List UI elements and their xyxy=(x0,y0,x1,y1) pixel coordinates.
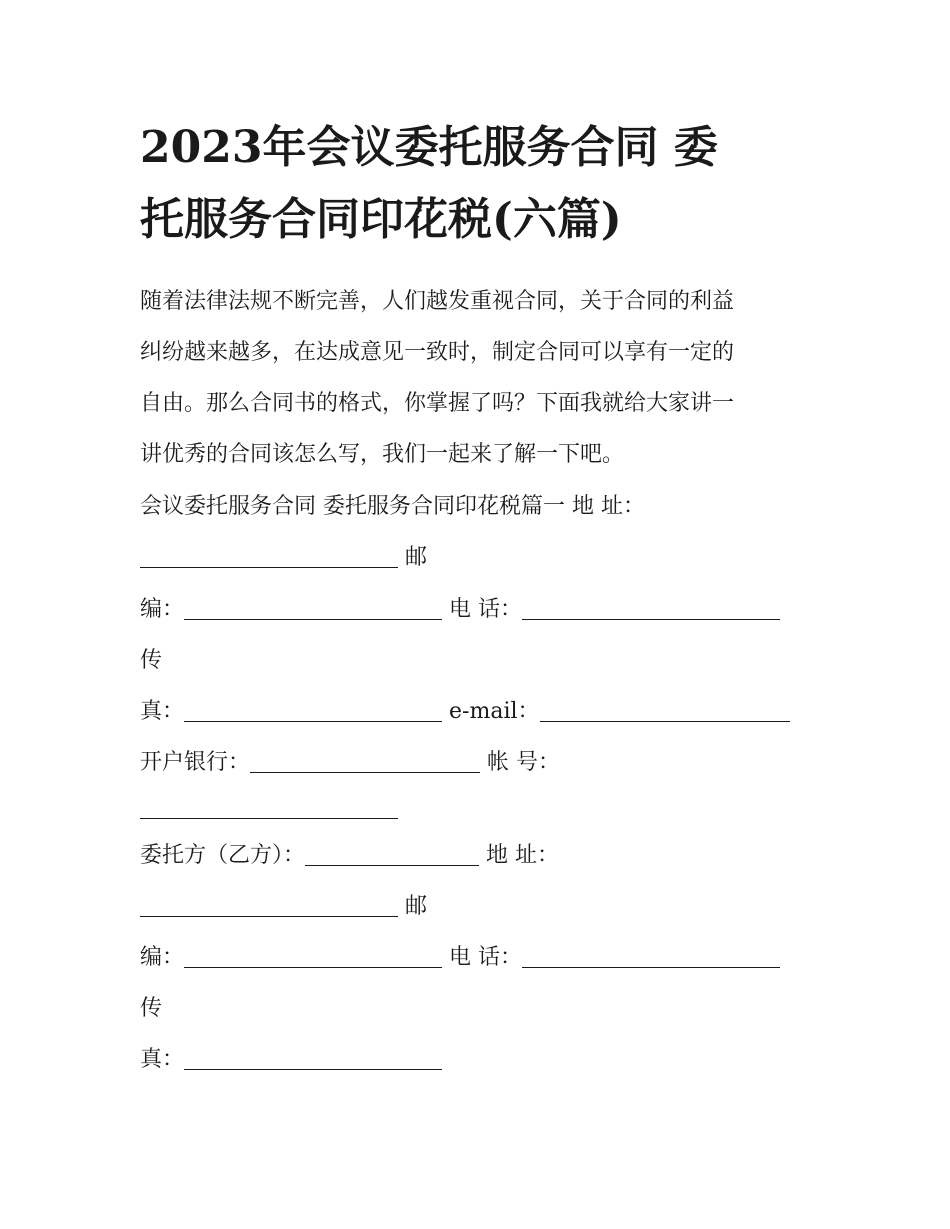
bank-label: 开户银行： xyxy=(140,750,251,775)
address-blank[interactable] xyxy=(140,545,398,568)
intro-line-3: 自由。那么合同书的格式，你掌握了吗？下面我就给大家讲一 xyxy=(140,391,735,416)
section-heading: 会议委托服务合同 委托服务合同印花税篇一 地 址： xyxy=(140,494,645,519)
client-fax-row xyxy=(140,1042,442,1073)
fax-label-head: 传 xyxy=(140,648,163,673)
account-blank[interactable] xyxy=(140,796,398,819)
client-postcode-label-tail: 编： xyxy=(140,945,185,970)
client-postcode-blank[interactable] xyxy=(184,945,442,968)
bank-account-row xyxy=(140,745,560,776)
title-line-1: 2023年会议委托服务合同 委 xyxy=(140,122,718,173)
email-label: e-mail： xyxy=(449,699,540,724)
client-address-label: 地 址： xyxy=(486,843,560,868)
bank-blank[interactable] xyxy=(250,750,480,773)
intro-line-2: 纠纷越来越多，在达成意见一致时，制定合同可以享有一定的 xyxy=(140,340,735,365)
intro-line-4: 讲优秀的合同该怎么写，我们一起来了解一下吧。 xyxy=(140,442,625,467)
client-blank[interactable] xyxy=(305,843,479,866)
postcode-blank[interactable] xyxy=(184,597,442,620)
client-address-row xyxy=(140,838,559,869)
client-postcode-label-head: 邮 xyxy=(405,894,428,919)
document-title xyxy=(140,112,840,256)
client-phone-blank[interactable] xyxy=(522,945,780,968)
phone-label: 电 话： xyxy=(449,597,523,622)
account-label: 帐 号： xyxy=(487,750,561,775)
client-fax-blank[interactable] xyxy=(184,1047,442,1070)
address-fill-row xyxy=(140,540,427,571)
email-blank[interactable] xyxy=(540,699,790,722)
account-fill-row xyxy=(140,796,398,821)
postcode-phone-row xyxy=(140,592,780,623)
fax-label-tail: 真： xyxy=(140,699,185,724)
phone-blank[interactable] xyxy=(522,597,780,620)
client-address-blank[interactable] xyxy=(140,894,398,917)
client-fax-label-head: 传 xyxy=(140,996,163,1021)
intro-line-1: 随着法律法规不断完善，人们越发重视合同，关于合同的利益 xyxy=(140,289,735,314)
title-line-2: 托服务合同印花税(六篇) xyxy=(140,194,622,245)
client-address-fill-row xyxy=(140,889,427,920)
client-postcode-phone-row xyxy=(140,940,780,971)
client-fax-label-tail: 真： xyxy=(140,1047,185,1072)
postcode-label-tail: 编： xyxy=(140,597,185,622)
postcode-label-head: 邮 xyxy=(405,545,428,570)
fax-blank[interactable] xyxy=(184,699,442,722)
fax-email-row xyxy=(140,694,790,725)
client-phone-label: 电 话： xyxy=(449,945,523,970)
client-label: 委托方（乙方）： xyxy=(140,843,306,868)
